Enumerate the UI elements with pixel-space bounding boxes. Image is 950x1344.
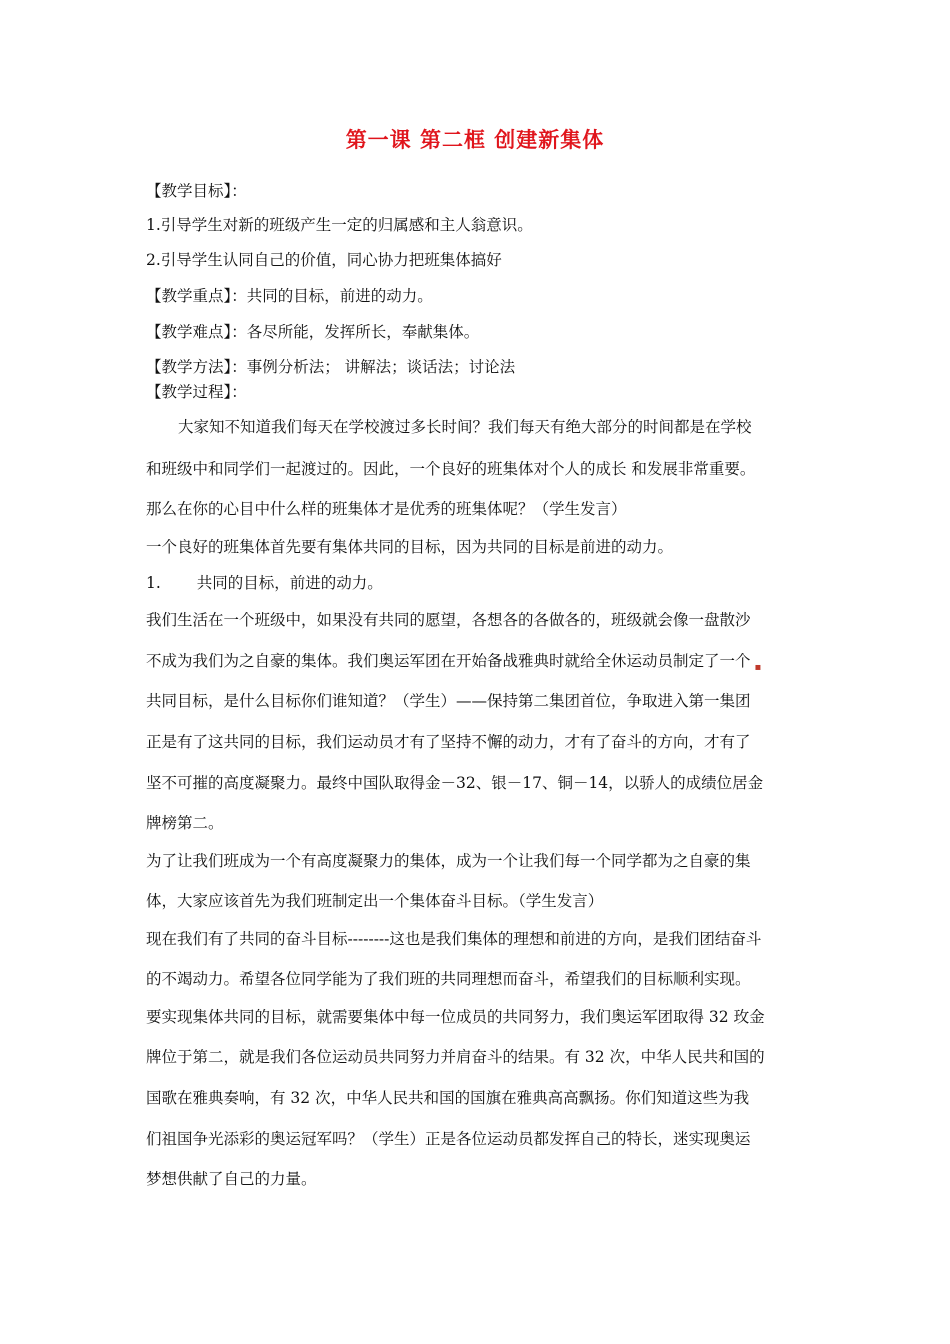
paragraph-line: [146, 650, 818, 679]
paragraph-line: 要实现集体共同的目标，就需要集体中每一位成员的共同努力，我们奥运军团取得 32 玫金: [146, 1008, 765, 1026]
section-key-points: 【教学重点】：共同的目标，前进的动力。: [146, 287, 433, 305]
paragraph-line: 牌位于第二，就是我们各位运动员共同努力并肩奋斗的结果。有 32 次，中华人民共和国的: [146, 1048, 765, 1066]
paragraph-line: 大家知不知道我们每天在学校渡过多长时间？我们每天有绝大部分的时间都是在学校: [178, 418, 752, 436]
subheading-text: 共同的目标，前进的动力。: [196, 574, 383, 592]
paragraph-line: 国歌在雅典奏响，有 32 次，中华人民共和国的国旗在雅典高高飘扬。你们知道这些为我: [146, 1089, 750, 1107]
paragraph-line: 牌榜第二。: [146, 814, 224, 832]
paragraph-line: 体，大家应该首先为我们班制定出一个集体奋斗目标。（学生发言）: [146, 892, 604, 910]
paragraph-line: 正是有了这共同的目标，我们运动员才有了坚持不懈的动力，才有了奋斗的方向，才有了: [146, 733, 751, 751]
paragraph-line: 现在我们有了共同的奋斗目标--------这也是我们集体的理想和前进的方向，是我们团结奋斗: [146, 930, 762, 948]
section-methods: 【教学方法】：事例分析法； 讲解法；谈话法；讨论法: [146, 358, 516, 376]
paragraph-line: 共同目标，是什么目标你们谁知道？（学生）——保持第二集团首位，争取进入第一集团: [146, 692, 751, 710]
paragraph-line: 为了让我们班成为一个有高度凝聚力的集体，成为一个让我们每一个同学都为之自豪的集: [146, 852, 751, 870]
list-number: 1.: [146, 574, 161, 592]
paragraph-line: 和班级中和同学们一起渡过的。因此，一个良好的班集体对个人的成长 和发展非常重要。: [146, 460, 756, 478]
section-heading-objectives: 【教学目标】：: [146, 182, 247, 200]
paragraph-line: 坚不可摧的高度凝聚力。最终中国队取得金－32、银－17、铜－14，以骄人的成绩位居金: [146, 774, 764, 792]
paragraph-line: 我们生活在一个班级中，如果没有共同的愿望，各想各的各做各的，班级就会像一盘散沙: [146, 611, 751, 629]
objective-1: 1.引导学生对新的班级产生一定的归属感和主人翁意识。: [146, 216, 533, 234]
numbered-subheading: [146, 572, 818, 594]
paragraph-line: 那么在你的心目中什么样的班集体才是优秀的班集体呢？（学生发言）: [146, 500, 627, 518]
paragraph-line: 一个良好的班集体首先要有集体共同的目标，因为共同的目标是前进的动力。: [146, 538, 674, 556]
section-heading-process: 【教学过程】：: [146, 383, 247, 401]
objective-2: 2.引导学生认同自己的价值，同心协力把班集体搞好: [146, 251, 502, 269]
paragraph-line: 的不竭动力。希望各位同学能为了我们班的共同理想而奋斗，希望我们的目标顺利实现。: [146, 970, 751, 988]
section-difficulties: 【教学难点】：各尽所能，发挥所长，奉献集体。: [146, 323, 480, 341]
paragraph-line: 梦想供献了自己的力量。: [146, 1170, 317, 1188]
paragraph-line: 们祖国争光添彩的奥运冠军吗？（学生）正是各位运动员都发挥自己的特长，迷实现奥运: [146, 1130, 751, 1148]
page-title: 第一课 第二框 创建新集体: [345, 128, 605, 152]
edit-mark-icon: ▪: [754, 662, 762, 673]
paragraph-line-text: 不成为我们为之自豪的集体。我们奥运军团在开始备战雅典时就给全休运动员制定了一个: [146, 652, 751, 670]
